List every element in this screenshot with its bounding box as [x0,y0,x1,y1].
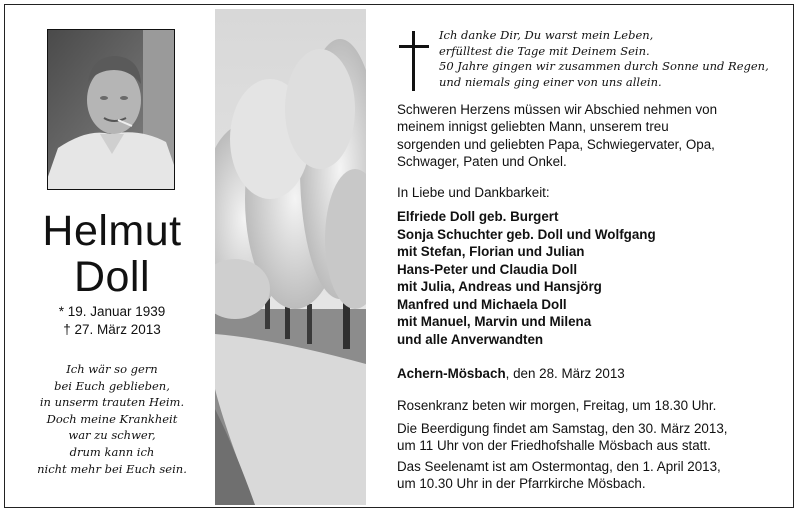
quote-line: und niemals ging einer von uns allein. [439,74,662,89]
mourner: und alle Anverwandten [397,331,544,347]
birth-date: * 19. Januar 1939 [58,304,166,319]
funeral-notice [397,420,757,455]
farewell-poem [12,361,212,477]
notice-line: Rosenkranz beten wir morgen, Freitag, um 18.30 Uhr. [397,398,717,413]
mourner: mit Stefan, Florian und Julian [397,244,585,259]
notice-line: Das Seelenamt ist am Ostermontag, den 1. April 2013, [397,459,721,474]
place-date-text: , den 28. März 2013 [505,366,625,381]
quote-line: 50 Jahre gingen wir zusammen durch Sonne und Regen, [439,59,769,73]
portrait-photo [47,29,175,190]
notice-line: Die Beerdigung findet am Samstag, den 30. März 2013, [397,421,728,436]
mourner: Elfriede Doll geb. Burgert [397,209,559,224]
quote-line: Ich danke Dir, Du warst mein Leben, [439,28,654,42]
poem-line: in unserm trauten Heim. [39,395,185,410]
intro-line: sorgenden und geliebten Papa, Schwiegervater, Opa, [397,136,715,152]
farewell-intro [397,101,757,171]
poem-line: drum kann ich [69,444,155,459]
mourner: mit Manuel, Marvin und Milena [397,314,592,329]
mourners-list [397,208,757,348]
mourner: Hans-Peter und Claudia Doll [397,261,578,277]
place-date [397,365,757,382]
notice-line: um 10.30 Uhr in der Pfarrkirche Mösbach. [397,476,646,492]
deceased-last-name: Doll [73,253,151,301]
cross-icon [399,31,429,91]
love-line: In Liebe und Dankbarkeit: [397,185,550,200]
mourner: Sonja Schuchter geb. Doll und Wolfgang [397,226,656,242]
rosary-notice [397,397,757,414]
memorial-quote [439,28,784,90]
life-dates [12,303,212,339]
mourner: Manfred und Michaela Doll [397,296,567,312]
poem-line: Ich wär so gern [66,362,158,376]
intro-line: Schwager, Paten und Onkel. [397,154,567,170]
quote-line: erfülltest die Tage mit Deinem Sein. [439,43,650,58]
intro-line: Schweren Herzens müssen wir Abschied nehmen von [397,102,718,117]
poem-line: bei Euch geblieben, [54,378,170,393]
poem-line: Doch meine Krankheit [46,411,178,426]
poem-line: war zu schwer, [68,428,156,443]
poem-line: nicht mehr bei Euch sein. [37,461,187,476]
deceased-first-name: Helmut [42,207,182,255]
place-town: Achern-Mösbach [397,366,506,381]
mourner: mit Julia, Andreas und Hansjörg [397,279,602,294]
death-date: † 27. März 2013 [63,322,161,337]
intro-line: meinem innigst geliebten Mann, unserem treu [397,119,669,135]
notice-line: um 11 Uhr von der Friedhofshalle Mösbach aus statt. [397,438,711,454]
blossom-path-photo [215,9,366,505]
requiem-notice [397,458,757,493]
